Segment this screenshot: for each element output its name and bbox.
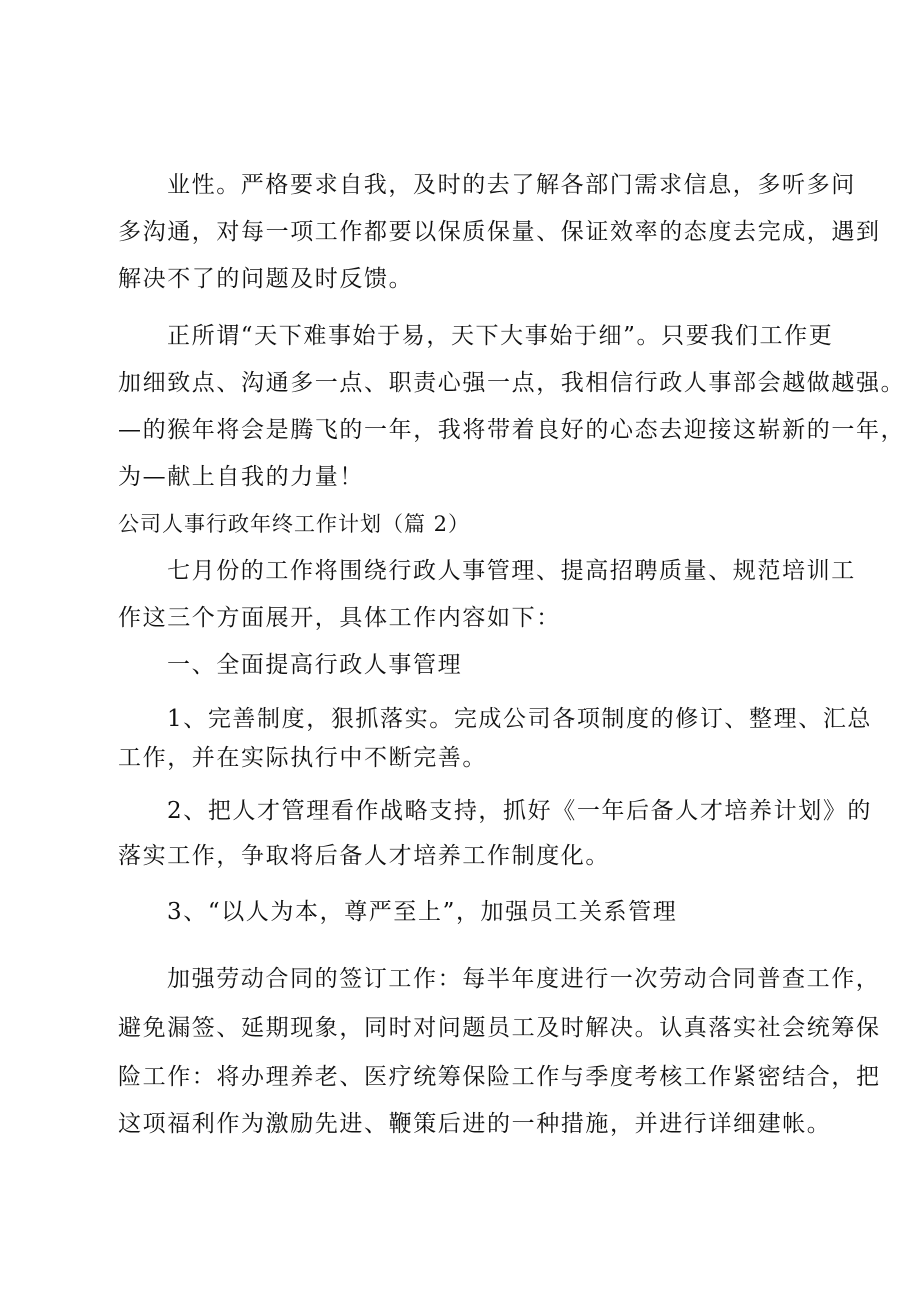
heading-item-1: 一、全面提高行政人事管理: [167, 652, 463, 678]
paragraph-2-line-4: 为—献上自我的力量！: [118, 464, 364, 490]
paragraph-2-line-2: 加细致点、沟通多一点、职责心强一点，我相信行政人事部会越做越强。: [118, 370, 906, 396]
list-item-1-line-1: 1、完善制度，狠抓落实。完成公司各项制度的修订、整理、汇总: [167, 706, 873, 732]
paragraph-3-line-1: 七月份的工作将围绕行政人事管理、提高招聘质量、规范培训工: [167, 558, 856, 584]
paragraph-8-line-3: 险工作：将办理养老、医疗统筹保险工作与季度考核工作紧密结合，把: [118, 1064, 881, 1090]
paragraph-8-line-2: 避免漏签、延期现象，同时对问题员工及时解决。认真落实社会统筹保: [118, 1015, 881, 1041]
paragraph-8-line-1: 加强劳动合同的签订工作：每半年度进行一次劳动合同普查工作，: [167, 966, 881, 992]
paragraph-3-line-2: 作这三个方面展开，具体工作内容如下：: [118, 605, 561, 631]
paragraph-8-line-4: 这项福利作为激励先进、鞭策后进的一种措施，并进行详细建帐。: [118, 1111, 832, 1137]
list-item-3: 3、“以人为本，尊严至上”，加强员工关系管理: [167, 899, 678, 925]
paragraph-1-line-1: 业性。严格要求自我，及时的去了解各部门需求信息，多听多问: [167, 172, 856, 198]
list-item-2-line-1: 2、把人才管理看作战略支持，抓好《一年后备人才培养计划》的: [167, 798, 873, 824]
paragraph-1-line-3: 解决不了的问题及时反馈。: [118, 266, 414, 292]
list-item-2-line-2: 落实工作，争取将后备人才培养工作制度化。: [118, 843, 610, 869]
paragraph-1-line-2: 多沟通，对每一项工作都要以保质保量、保证效率的态度去完成，遇到: [118, 219, 881, 245]
paragraph-2-line-3: —的猴年将会是腾飞的一年，我将带着良好的心态去迎接这崭新的一年，: [118, 417, 906, 443]
list-item-1-line-2: 工作，并在实际执行中不断完善。: [118, 745, 487, 771]
section-title: 公司人事行政年终工作计划（篇 2）: [118, 512, 471, 536]
paragraph-2-line-1: 正所谓“天下难事始于易，天下大事始于细”。只要我们工作更: [167, 323, 834, 349]
